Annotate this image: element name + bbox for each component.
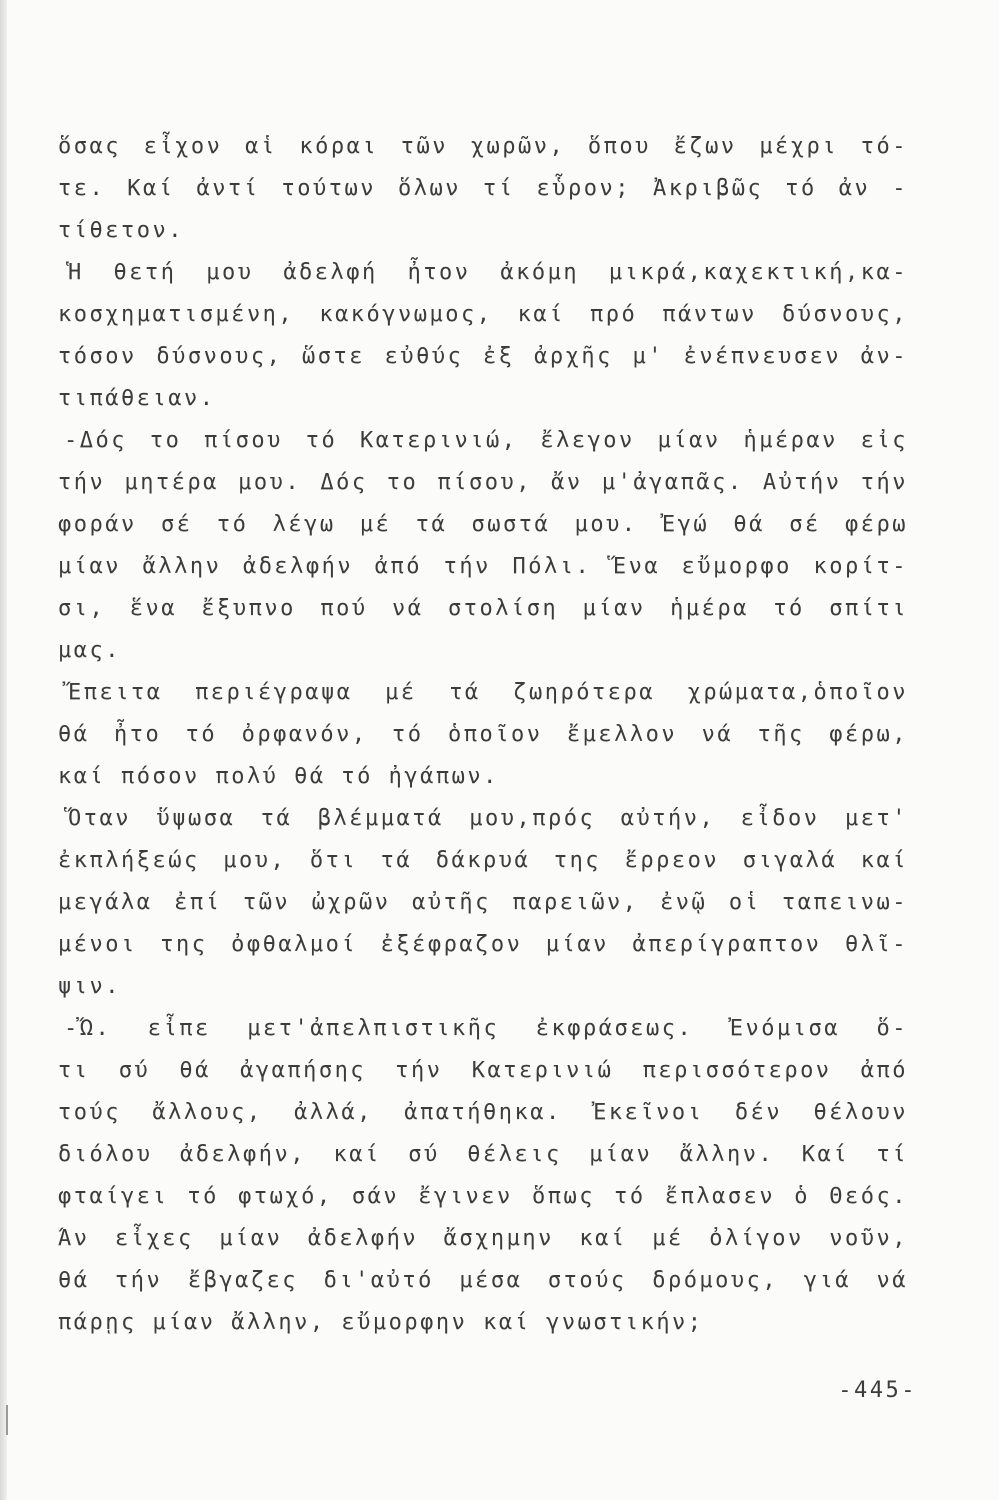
text-line: πάρῃς μίαν ἄλλην, εὔμορφην καί γνωστικήν;	[58, 1310, 704, 1335]
text-line: τίθετον.	[58, 218, 184, 243]
text-line: Ἄν εἶχες μίαν ἀδελφήν ἄσχημην καί μέ ὀλίγον νοῦν,	[58, 1226, 908, 1251]
text-line: -Ὤ. εἶπε μετ'ἀπελπιστικῆς ἐκφράσεως. Ἐνόμισα ὅ-	[64, 1016, 908, 1041]
text-line: τι σύ θά ἀγαπήσης τήν Κατερινιώ περισσότερον ἀπό	[58, 1058, 908, 1083]
text-line: φταίγει τό φτωχό, σάν ἔγινεν ὅπως τό ἔπλασεν ὁ Θεός.	[58, 1184, 908, 1209]
text-line: μένοι της ὀφθαλμοί ἐξέφραζον μίαν ἀπερίγραπτον θλῖ-	[58, 932, 908, 957]
text-line: τιπάθειαν.	[58, 386, 216, 411]
text-line: ψιν.	[58, 974, 121, 999]
page-left-edge	[0, 0, 7, 1500]
text-line: ὅσας εἶχον αἱ κόραι τῶν χωρῶν, ὅπου ἔζων μέχρι τό-	[58, 134, 908, 159]
text-line: καί πόσον πολύ θά τό ἠγάπων.	[58, 764, 499, 789]
text-line: τήν μητέρα μου. Δός το πίσου, ἄν μ'ἀγαπᾶς. Αὐτήν τήν	[58, 470, 908, 495]
text-line: Ὅταν ὕψωσα τά βλέμματά μου,πρός αὐτήν, εἶδον μετ'	[68, 806, 908, 831]
text-line: θά ἦτο τό ὀρφανόν, τό ὁποῖον ἔμελλον νά τῆς φέρω,	[58, 722, 908, 747]
text-line: διόλου ἀδελφήν, καί σύ θέλεις μίαν ἄλλην. Καί τί	[58, 1142, 908, 1167]
text-line: μίαν ἄλλην ἀδελφήν ἀπό τήν Πόλι. Ἕνα εὔμορφο κορίτ-	[58, 554, 908, 579]
text-line: θά τήν ἔβγαζες δι'αὐτό μέσα στούς δρόμους, γιά νά	[58, 1268, 908, 1293]
text-line: τούς ἄλλους, ἀλλά, ἀπατήθηκα. Ἐκεῖνοι δέν θέλουν	[58, 1100, 908, 1125]
text-line: τε. Καί ἀντί τούτων ὅλων τί εὗρον; Ἀκριβῶς τό ἀν -	[58, 176, 908, 201]
text-line: σι, ἕνα ἔξυπνο πού νά στολίση μίαν ἡμέρα τό σπίτι	[58, 596, 908, 621]
text-line: φοράν σέ τό λέγω μέ τά σωστά μου. Ἐγώ θά σέ φέρω	[58, 512, 908, 537]
page-number: -445-	[838, 1378, 917, 1403]
text-line: Ἡ θετή μου ἀδελφή ἦτον ἀκόμη μικρά,καχεκτική,κα-	[68, 260, 908, 285]
page-edge-mark	[6, 1405, 8, 1435]
text-line: κοσχηματισμένη, κακόγνωμος, καί πρό πάντων δύσνους,	[58, 302, 908, 327]
text-line: ἐκπλήξεώς μου, ὅτι τά δάκρυά της ἔρρεον σιγαλά καί	[58, 848, 908, 873]
text-line: μεγάλα ἐπί τῶν ὠχρῶν αὐτῆς παρειῶν, ἐνῷ οἱ ταπεινω-	[58, 890, 908, 915]
text-line: μας.	[58, 638, 121, 663]
text-line: Ἔπειτα περιέγραψα μέ τά ζωηρότερα χρώματα,ὁποῖον	[68, 680, 908, 705]
text-line: τόσον δύσνους, ὥστε εὐθύς ἐξ ἀρχῆς μ' ἐνέπνευσεν ἀν-	[58, 344, 908, 369]
body-text	[58, 126, 908, 1344]
text-line: -Δός το πίσου τό Κατερινιώ, ἔλεγον μίαν ἡμέραν εἰς	[64, 428, 908, 453]
